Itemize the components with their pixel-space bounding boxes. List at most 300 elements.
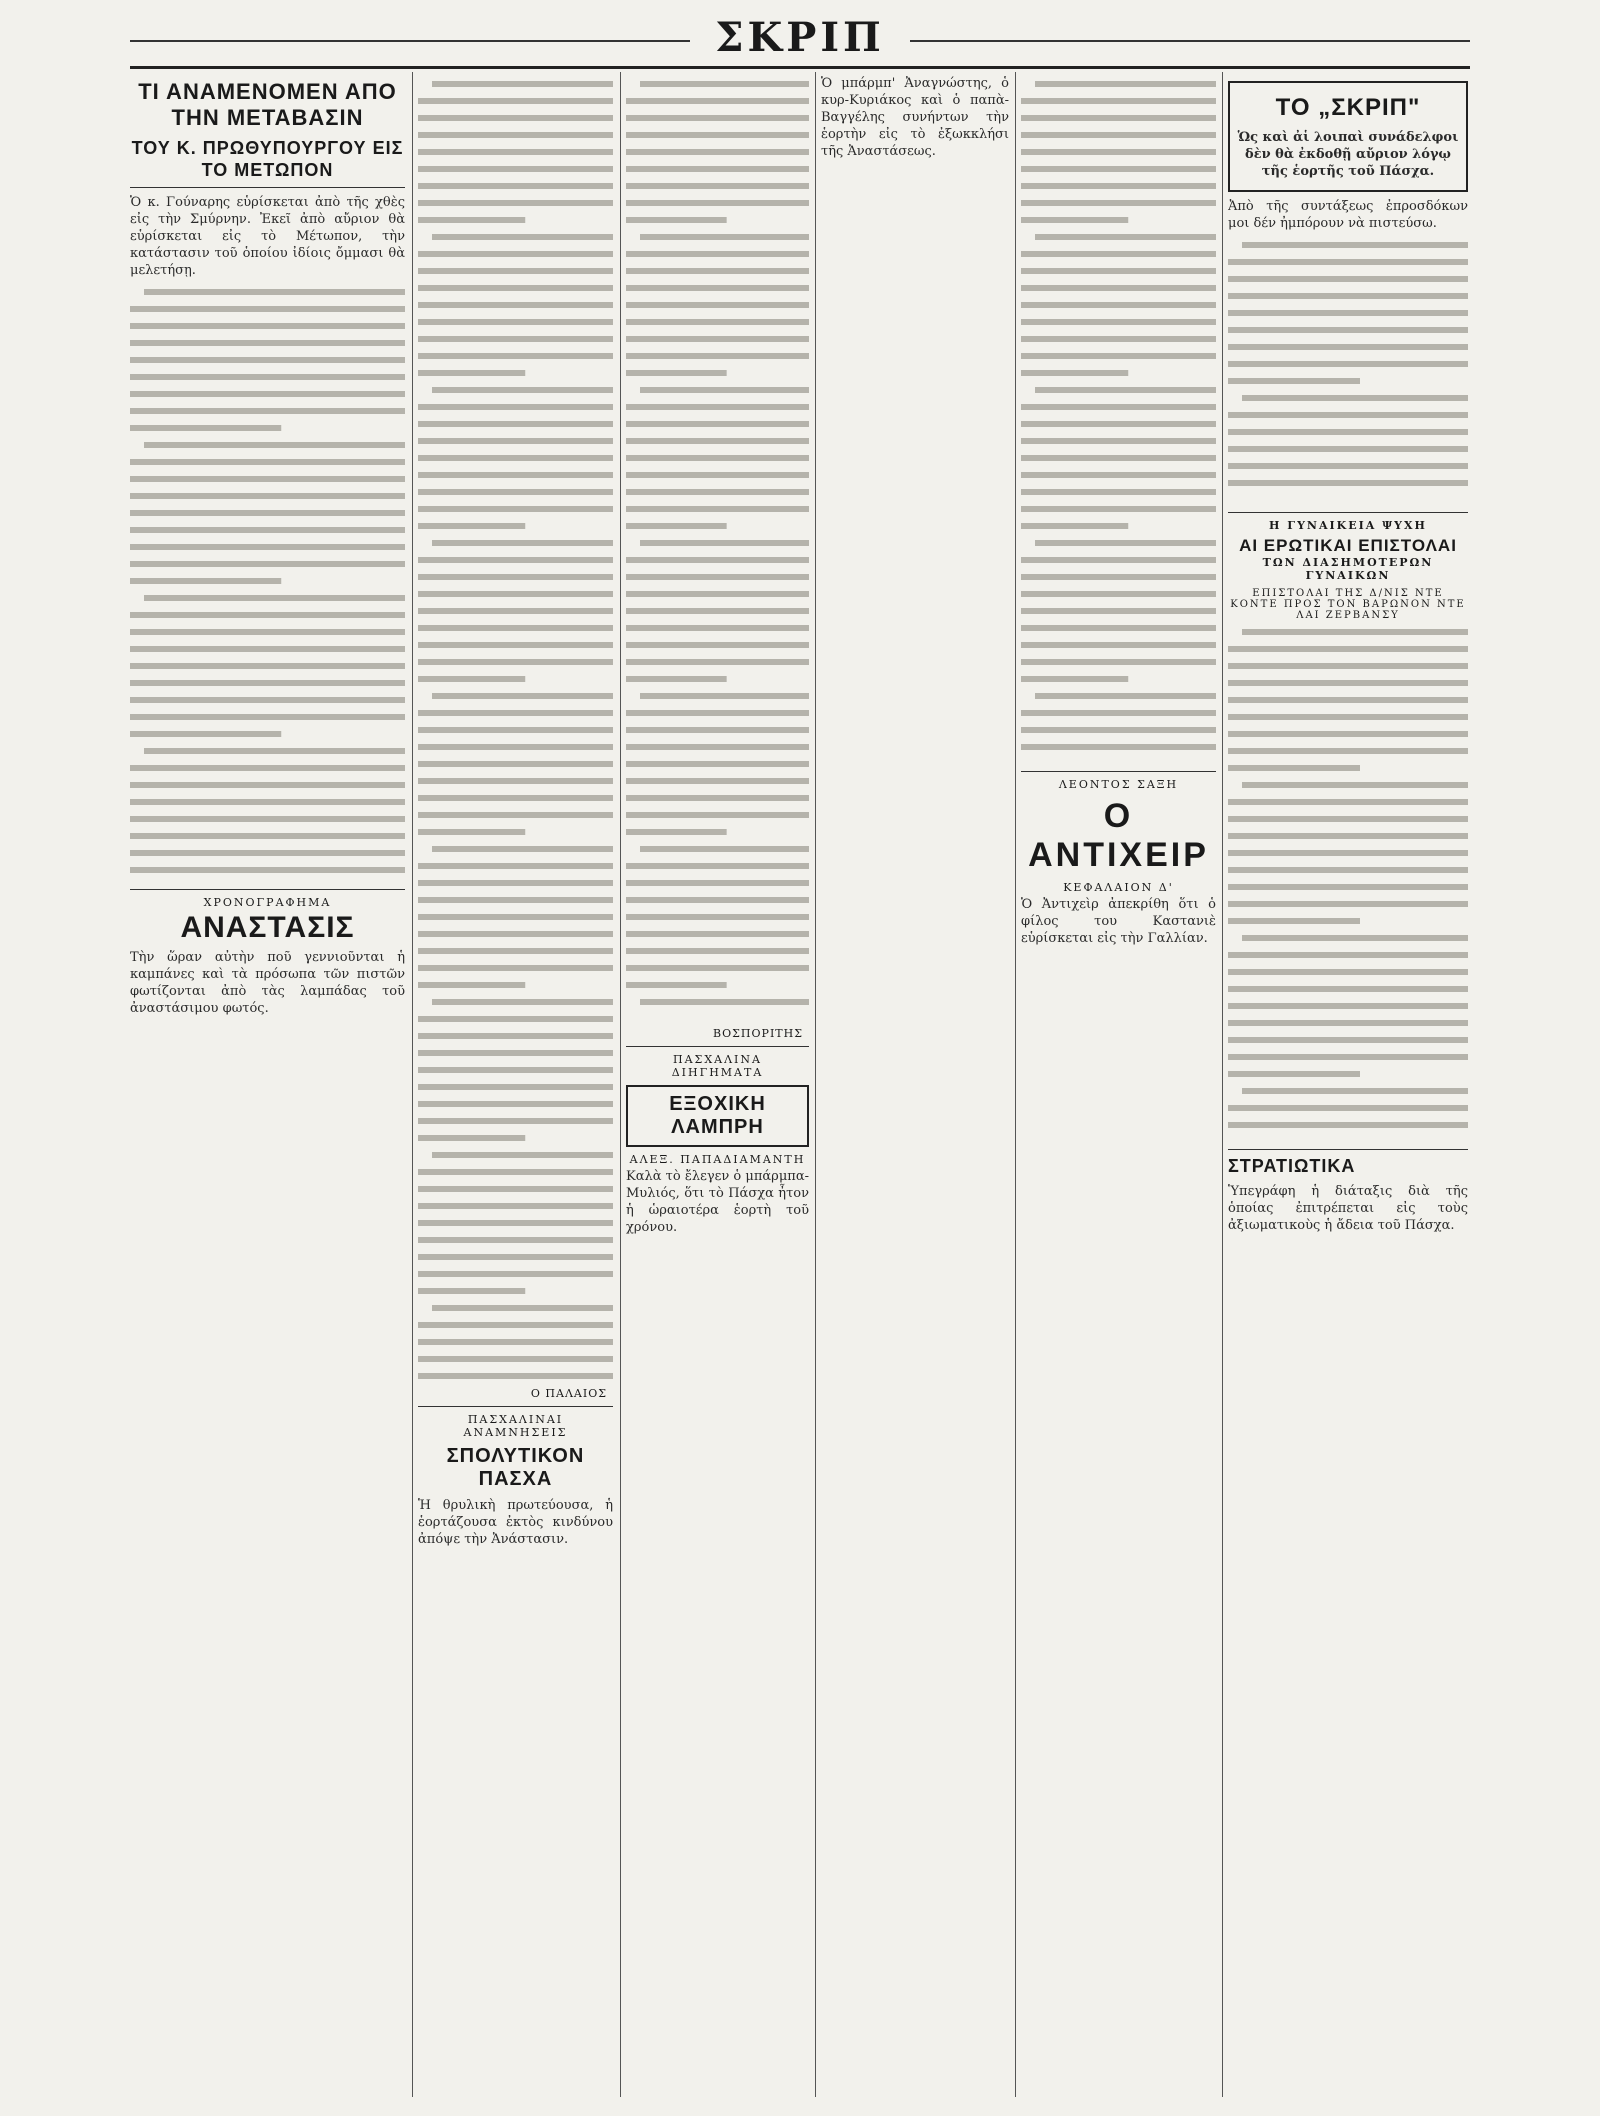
text-line (1021, 489, 1216, 495)
text-line (418, 336, 613, 342)
text-line (1228, 293, 1468, 299)
section-label: Η ΓΥΝΑΙΚΕΙΑ ΨΥΧΗ (1269, 519, 1427, 532)
text-line (1021, 744, 1216, 750)
text-line (626, 302, 809, 308)
text-line (1228, 1003, 1468, 1009)
text-line (1021, 166, 1216, 172)
text-line (130, 816, 405, 822)
text-line (1021, 319, 1216, 325)
text-line (1021, 370, 1128, 376)
text-line (1242, 935, 1468, 941)
text-line (1228, 850, 1468, 856)
text-line (1242, 629, 1468, 635)
section-label: ΧΡΟΝΟΓΡΑΦΗΜΑ (203, 896, 332, 909)
text-line (1242, 242, 1468, 248)
text-line (1228, 918, 1360, 924)
divider (1228, 1149, 1468, 1150)
text-line (130, 493, 405, 499)
text-line (418, 1322, 613, 1328)
text-line (130, 357, 405, 363)
text-line (130, 850, 405, 856)
text-line (1021, 132, 1216, 138)
text-line (626, 353, 809, 359)
story-body (1021, 75, 1216, 765)
text-line (1021, 336, 1216, 342)
masthead-title: ΣΚΡΙΠ (715, 14, 885, 61)
text-line (1228, 1020, 1468, 1026)
text-line (1228, 765, 1360, 771)
text-line (626, 319, 809, 325)
text-line (432, 693, 613, 699)
text-line (418, 1084, 613, 1090)
text-line (418, 166, 613, 172)
text-line (418, 523, 525, 529)
masthead (130, 14, 1470, 69)
text-line (1228, 986, 1468, 992)
text-line (1228, 1071, 1360, 1077)
text-line (418, 557, 613, 563)
text-line (432, 540, 613, 546)
text-line (418, 676, 525, 682)
text-line (626, 659, 809, 665)
text-line (418, 1254, 613, 1260)
text-line (626, 217, 727, 223)
text-line (626, 472, 809, 478)
text-line (1035, 387, 1216, 393)
text-line (640, 234, 809, 240)
text-line (130, 544, 405, 550)
text-line (418, 149, 613, 155)
text-line (418, 438, 613, 444)
text-line (418, 268, 613, 274)
text-line (418, 744, 613, 750)
text-line (130, 306, 405, 312)
text-line (1021, 455, 1216, 461)
text-line (1228, 816, 1468, 822)
notice-body-fill (1228, 236, 1468, 506)
text-line (418, 251, 613, 257)
text-line (1228, 969, 1468, 975)
text-line (418, 472, 613, 478)
text-line (626, 965, 809, 971)
text-line (130, 646, 405, 652)
text-line (418, 1237, 613, 1243)
text-line (626, 676, 727, 682)
text-line (418, 1169, 613, 1175)
text-line (1021, 608, 1216, 614)
text-line (1035, 693, 1216, 699)
article-body (130, 283, 405, 883)
article-title: ΣΠΟΛΥΤΙΚΟΝ ΠΑΣΧΑ (446, 1445, 585, 1490)
text-line (1228, 463, 1468, 469)
text-line (418, 1067, 613, 1073)
text-line (626, 421, 809, 427)
text-line (418, 1203, 613, 1209)
text-line (626, 829, 727, 835)
story-continued: Ὁ μπάρμπ' Ἀναγνώστης, ὁ κυρ-Κυριάκος καὶ ὁ παπὰ-Βαγγέλης συνήντων τὴν ἑορτὴν εἰς τὸ ἐξωκκλήσι τῆς Ἀναστάσεως. (821, 76, 1009, 159)
text-line (418, 1356, 613, 1362)
text-line (130, 459, 405, 465)
text-line (130, 527, 405, 533)
text-line (1021, 557, 1216, 563)
text-line (1228, 952, 1468, 958)
text-line (626, 166, 809, 172)
text-line (418, 1101, 613, 1107)
text-line (1021, 591, 1216, 597)
text-line (1021, 98, 1216, 104)
text-line (418, 302, 613, 308)
section-label: ΣΤΡΑΤΙΩΤΙΚΑ (1228, 1156, 1356, 1176)
text-line (626, 506, 809, 512)
serial-title: Ο ΑΝΤΙΧΕΙΡ (1028, 797, 1209, 874)
text-line (1021, 183, 1216, 189)
text-line (626, 727, 809, 733)
text-line (1021, 251, 1216, 257)
text-line (432, 387, 613, 393)
section-label: ΠΑΣΧΑΛΙΝΑ ΔΙΗΓΗΜΑΤΑ (671, 1053, 764, 1079)
text-line (626, 982, 727, 988)
text-line (130, 697, 405, 703)
text-line (1228, 259, 1468, 265)
column-rule (815, 72, 816, 2097)
text-line (626, 132, 809, 138)
text-line (626, 812, 809, 818)
text-line (130, 833, 405, 839)
text-line (130, 782, 405, 788)
text-line (130, 408, 405, 414)
text-line (418, 455, 613, 461)
military-news: Ὑπεγράφη ἡ διάταξις διὰ τῆς ὁποίας ἐπιτρέπεται εἰς τοὺς ἀξιωματικοὺς ἡ ἄδεια τοῦ Πάσχα. (1228, 1184, 1468, 1233)
text-line (626, 778, 809, 784)
text-line (418, 285, 613, 291)
text-line (418, 710, 613, 716)
divider (130, 889, 405, 890)
text-line (1228, 748, 1468, 754)
text-line (1228, 344, 1468, 350)
text-line (1021, 268, 1216, 274)
text-line (626, 863, 809, 869)
divider (1228, 512, 1468, 513)
text-line (640, 846, 809, 852)
divider (1021, 771, 1216, 772)
text-line (130, 425, 281, 431)
text-line (1228, 680, 1468, 686)
story-title: ΕΞΟΧΙΚΗ ΛΑΜΠΡΗ (669, 1093, 766, 1138)
column-5 (1021, 75, 1216, 2095)
text-line (1228, 799, 1468, 805)
text-line (626, 795, 809, 801)
text-line (418, 115, 613, 121)
text-line (626, 370, 727, 376)
text-line (418, 659, 613, 665)
text-line (418, 965, 613, 971)
notice-title: ΤΟ „ΣΚΡΙΠ" (1275, 94, 1421, 121)
text-line (1228, 714, 1468, 720)
text-line (418, 353, 613, 359)
text-line (418, 217, 525, 223)
text-line (626, 438, 809, 444)
text-line (1228, 412, 1468, 418)
text-line (418, 1186, 613, 1192)
text-line (418, 982, 525, 988)
text-line (418, 421, 613, 427)
text-line (1035, 81, 1216, 87)
serial-author: ΛΕΟΝΤΟΣ ΣΑΞΗ (1058, 778, 1179, 791)
text-line (418, 132, 613, 138)
column-rule (1015, 72, 1016, 2097)
text-line (418, 931, 613, 937)
text-line (1242, 395, 1468, 401)
text-line (432, 846, 613, 852)
text-line (418, 1220, 613, 1226)
text-line (626, 897, 809, 903)
text-line (130, 340, 405, 346)
headline-line1: ΤΙ ΑΝΑΜΕΝΟΜΕΝ ΑΠΟ ΤΗΝ ΜΕΤΑΒΑΣΙΝ (138, 79, 397, 130)
text-line (418, 727, 613, 733)
feature-subtitle: ΤΩΝ ΔΙΑΣΗΜΟΤΕΡΩΝ ΓΥΝΑΙΚΩΝ (1262, 556, 1434, 582)
story-title-box (626, 1085, 809, 1147)
feature-body (1228, 623, 1468, 1143)
text-line (1228, 867, 1468, 873)
text-line (418, 1016, 613, 1022)
text-line (130, 612, 405, 618)
text-line (432, 1152, 613, 1158)
masthead-rule-right (910, 40, 1470, 42)
divider (418, 1406, 613, 1407)
story-author: ΑΛΕΞ. ΠΑΠΑΔΙΑΜΑΝΤΗ (629, 1153, 806, 1166)
text-line (626, 404, 809, 410)
article-lead: Ὁ κ. Γούναρης εὑρίσκεται ἀπὸ τῆς χθὲς εἰς τὴν Σμύρνην. Ἐκεῖ ἀπὸ αὔριον θὰ εὑρίσκεται εἰς τὸ Μέτωπον, τὴν κατάστασιν τοῦ ὁποίου ἰδίοις ὄμμασι θὰ μελετήσῃ. (130, 195, 405, 278)
text-line (418, 863, 613, 869)
text-line (418, 1271, 613, 1277)
text-line (418, 829, 525, 835)
text-line (418, 812, 613, 818)
text-line (130, 731, 281, 737)
text-line (130, 578, 281, 584)
text-line (1021, 438, 1216, 444)
text-line (626, 251, 809, 257)
article-body (626, 75, 809, 1025)
text-line (432, 999, 613, 1005)
column-rule (1222, 72, 1223, 2097)
text-line (1021, 302, 1216, 308)
text-line (130, 561, 405, 567)
article-title: ΑΝΑΣΤΑΣΙΣ (180, 911, 355, 944)
text-line (418, 778, 613, 784)
text-line (1228, 276, 1468, 282)
divider (626, 1046, 809, 1047)
text-line (1228, 663, 1468, 669)
article-body (418, 75, 613, 1385)
column-6 (1228, 75, 1468, 2095)
text-line (418, 1033, 613, 1039)
text-line (626, 455, 809, 461)
text-line (640, 693, 809, 699)
masthead-rule-left (130, 40, 690, 42)
text-line (626, 268, 809, 274)
text-line (130, 510, 405, 516)
text-line (626, 710, 809, 716)
text-line (1021, 285, 1216, 291)
notice-text: Ὡς καὶ ἀἱ λοιπαὶ συνάδελφοι δὲν θὰ ἐκδοθῇ αὔριον λόγῳ τῆς ἑορτῆς τοῦ Πάσχα. (1237, 130, 1459, 179)
text-line (418, 761, 613, 767)
text-line (1021, 727, 1216, 733)
text-line (1228, 310, 1468, 316)
text-line (1228, 901, 1468, 907)
text-line (1021, 472, 1216, 478)
text-line (418, 506, 613, 512)
article-lead: Ἡ θρυλικὴ πρωτεύουσα, ἡ ἑορτάζουσα ἐκτὸς κινδύνου ἀπόψε τὴν Ἀνάστασιν. (418, 1498, 613, 1547)
text-line (432, 234, 613, 240)
text-line (640, 387, 809, 393)
text-line (626, 931, 809, 937)
text-line (1242, 782, 1468, 788)
column-rule (620, 72, 621, 2097)
feature-title: ΑΙ ΕΡΩΤΙΚΑΙ ΕΠΙΣΤΟΛΑΙ (1239, 536, 1457, 555)
text-line (418, 1135, 525, 1141)
text-line (1021, 710, 1216, 716)
text-line (626, 574, 809, 580)
text-line (640, 540, 809, 546)
text-line (1021, 421, 1216, 427)
text-line (626, 880, 809, 886)
text-line (130, 765, 405, 771)
text-line (418, 489, 613, 495)
text-line (130, 799, 405, 805)
text-line (1021, 676, 1128, 682)
story-lead: Καλὰ τὸ ἔλεγεν ὁ μπάρμπα-Μυλιός, ὅτι τὸ Πάσχα ἦτον ἡ ὡραιοτέρα ἑορτὴ τοῦ χρόνου. (626, 1169, 809, 1235)
text-line (626, 336, 809, 342)
text-line (1021, 404, 1216, 410)
text-line (418, 591, 613, 597)
text-line (418, 897, 613, 903)
text-line (418, 1373, 613, 1379)
text-line (130, 714, 405, 720)
text-line (1228, 1105, 1468, 1111)
signature: Ο ΠΑΛΑΙΟΣ (530, 1387, 607, 1400)
text-line (418, 948, 613, 954)
text-line (418, 200, 613, 206)
text-line (1021, 625, 1216, 631)
text-line (418, 1050, 613, 1056)
text-line (130, 323, 405, 329)
text-line (144, 595, 405, 601)
text-line (626, 149, 809, 155)
feature-dek: ΕΠΙΣΤΟΛΑΙ ΤΗΣ Δ/ΝΙΣ ΝΤΕ ΚΟΝΤΕ ΠΡΟΣ ΤΟΝ ΒΑΡΩΝΟΝ ΝΤΕ ΛΑΙ ΖΕΡΒΑΝΣΥ (1230, 588, 1466, 621)
column-rule (412, 72, 413, 2097)
text-line (130, 680, 405, 686)
serial-chapter: ΚΕΦΑΛΑΙΟΝ Δ' (1063, 881, 1174, 894)
text-line (1228, 1037, 1468, 1043)
text-line (418, 608, 613, 614)
text-line (432, 1305, 613, 1311)
text-line (1228, 884, 1468, 890)
text-line (144, 442, 405, 448)
text-line (1021, 523, 1128, 529)
text-line (418, 183, 613, 189)
text-line (1021, 149, 1216, 155)
text-line (130, 663, 405, 669)
text-line (626, 761, 809, 767)
text-line (130, 629, 405, 635)
text-line (1228, 1122, 1468, 1128)
text-line (1228, 480, 1468, 486)
text-line (1021, 353, 1216, 359)
text-line (626, 115, 809, 121)
column-1 (130, 75, 405, 2095)
text-line (418, 370, 525, 376)
headline-line2: ΤΟΥ Κ. ΠΡΩΘΥΠΟΥΡΓΟΥ ΕΙΣ ΤΟ ΜΕΤΩΠΟΝ (131, 138, 404, 180)
text-line (1228, 327, 1468, 333)
text-line (626, 489, 809, 495)
notice-box (1228, 81, 1468, 192)
text-line (130, 476, 405, 482)
text-line (626, 591, 809, 597)
notice-body: Ἀπὸ τῆς συντάξεως ἐπροσδόκων μοι δέν ἠμπόρουν νὰ πιστεύσω. (1228, 199, 1468, 231)
text-line (1021, 200, 1216, 206)
serial-lead: Ὁ Ἀντιχεὶρ ἀπεκρίθη ὅτι ὁ φίλος του Καστανιὲ εὑρίσκεται εἰς τὴν Γαλλίαν. (1021, 897, 1216, 946)
section-label: ΠΑΣΧΑΛΙΝΑΙ ΑΝΑΜΝΗΣΕΙΣ (463, 1413, 568, 1439)
text-line (626, 200, 809, 206)
text-line (1021, 115, 1216, 121)
text-line (432, 81, 613, 87)
text-line (1228, 697, 1468, 703)
text-line (418, 1339, 613, 1345)
text-line (1228, 378, 1360, 384)
article-lead: Τὴν ὥραν αὐτὴν ποῦ γεννιοῦνται ἡ καμπάνες καὶ τὰ πρόσωπα τῶν πιστῶν φωτίζονται ἀπὸ τὰς λαμπάδας τοῦ ἀναστάσιμου φωτός. (130, 950, 405, 1016)
column-4 (821, 75, 1009, 2095)
text-line (1021, 574, 1216, 580)
divider (130, 187, 405, 188)
text-line (626, 285, 809, 291)
text-line (1021, 506, 1216, 512)
text-line (130, 391, 405, 397)
text-line (418, 1288, 525, 1294)
text-line (418, 914, 613, 920)
text-line (418, 98, 613, 104)
text-line (640, 999, 809, 1005)
text-line (418, 574, 613, 580)
text-line (640, 81, 809, 87)
column-3 (626, 75, 809, 2095)
text-line (1021, 642, 1216, 648)
text-line (144, 748, 405, 754)
text-line (1021, 659, 1216, 665)
text-line (418, 642, 613, 648)
text-line (1228, 361, 1468, 367)
text-line (1242, 1088, 1468, 1094)
text-line (1228, 646, 1468, 652)
signature: ΒΟΣΠΟΡΙΤΗΣ (713, 1027, 803, 1040)
text-line (626, 183, 809, 189)
text-line (130, 374, 405, 380)
text-line (626, 642, 809, 648)
text-line (1228, 833, 1468, 839)
text-line (626, 523, 727, 529)
text-line (1228, 429, 1468, 435)
text-line (626, 914, 809, 920)
text-line (626, 948, 809, 954)
text-line (626, 625, 809, 631)
text-line (1035, 540, 1216, 546)
text-line (626, 608, 809, 614)
text-line (418, 404, 613, 410)
text-line (130, 867, 405, 873)
text-line (1021, 217, 1128, 223)
column-2 (418, 75, 613, 2095)
text-line (1228, 1054, 1468, 1060)
text-line (626, 557, 809, 563)
